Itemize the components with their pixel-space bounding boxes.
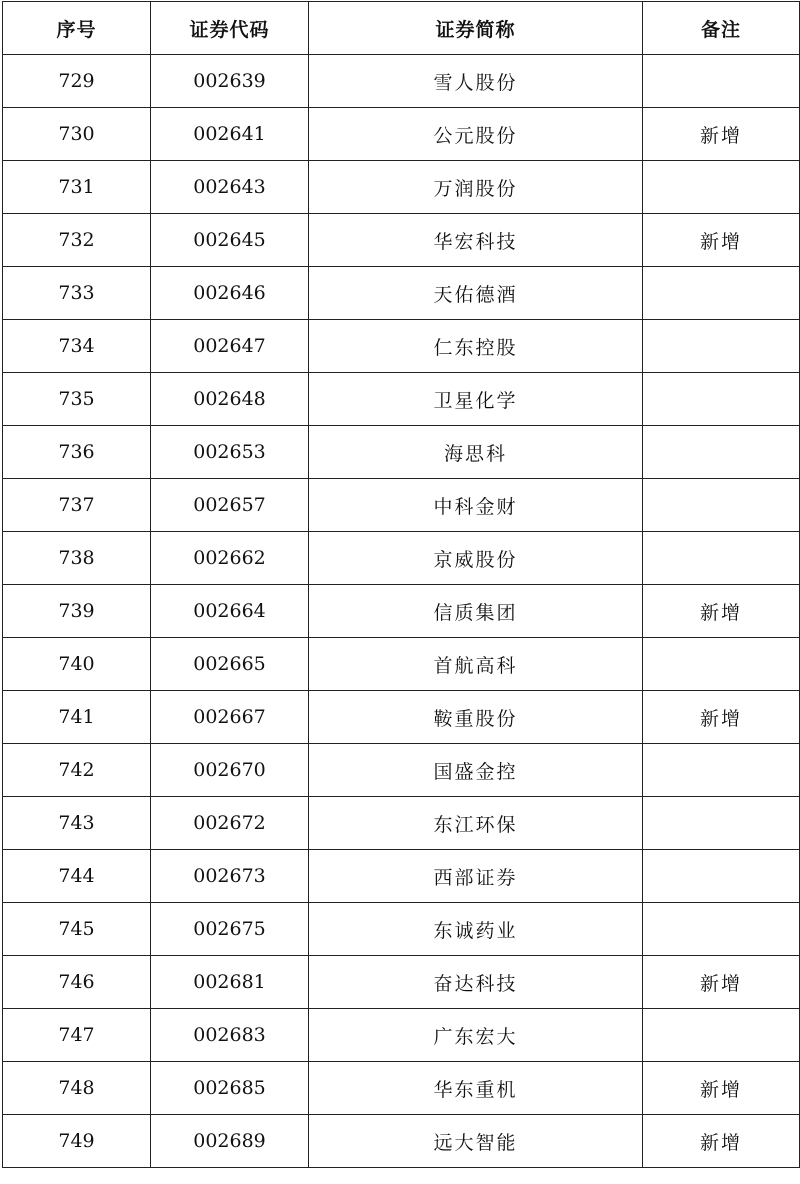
note-cell: 新增	[643, 585, 800, 638]
table-row	[3, 903, 800, 956]
name-cell: 华东重机	[309, 1062, 643, 1115]
name-cell: 海思科	[309, 426, 643, 479]
seq-cell: 742	[3, 744, 151, 797]
seq-cell: 736	[3, 426, 151, 479]
seq-cell: 730	[3, 108, 151, 161]
code-cell: 002667	[151, 691, 309, 744]
note-cell	[643, 638, 800, 691]
table-row	[3, 956, 800, 1009]
code-cell: 002689	[151, 1115, 309, 1168]
seq-cell: 740	[3, 638, 151, 691]
note-cell	[643, 903, 800, 956]
table-row	[3, 373, 800, 426]
name-cell: 东诚药业	[309, 903, 643, 956]
name-cell: 华宏科技	[309, 214, 643, 267]
note-cell	[643, 532, 800, 585]
name-cell: 天佑德酒	[309, 267, 643, 320]
note-cell: 新增	[643, 956, 800, 1009]
securities-table	[2, 1, 800, 1168]
note-cell: 新增	[643, 214, 800, 267]
code-cell: 002670	[151, 744, 309, 797]
seq-cell: 741	[3, 691, 151, 744]
code-cell: 002675	[151, 903, 309, 956]
code-cell: 002639	[151, 55, 309, 108]
seq-cell: 745	[3, 903, 151, 956]
table-row	[3, 585, 800, 638]
code-cell: 002662	[151, 532, 309, 585]
table-row	[3, 691, 800, 744]
header-code: 证券代码	[151, 2, 309, 55]
name-cell: 京威股份	[309, 532, 643, 585]
code-cell: 002657	[151, 479, 309, 532]
code-cell: 002643	[151, 161, 309, 214]
table-row	[3, 850, 800, 903]
table-row	[3, 108, 800, 161]
seq-cell: 747	[3, 1009, 151, 1062]
code-cell: 002673	[151, 850, 309, 903]
seq-cell: 744	[3, 850, 151, 903]
note-cell: 新增	[643, 1115, 800, 1168]
code-cell: 002685	[151, 1062, 309, 1115]
note-cell	[643, 320, 800, 373]
note-cell	[643, 850, 800, 903]
note-cell	[643, 479, 800, 532]
code-cell: 002653	[151, 426, 309, 479]
header-name: 证券简称	[309, 2, 643, 55]
code-cell: 002648	[151, 373, 309, 426]
table-header	[3, 2, 800, 55]
note-cell	[643, 426, 800, 479]
note-cell	[643, 267, 800, 320]
table-row	[3, 479, 800, 532]
table-body	[3, 55, 800, 1168]
table-row	[3, 797, 800, 850]
table-row	[3, 532, 800, 585]
name-cell: 卫星化学	[309, 373, 643, 426]
name-cell: 西部证券	[309, 850, 643, 903]
code-cell: 002664	[151, 585, 309, 638]
table-row	[3, 267, 800, 320]
table-row	[3, 320, 800, 373]
seq-cell: 732	[3, 214, 151, 267]
name-cell: 国盛金控	[309, 744, 643, 797]
seq-cell: 737	[3, 479, 151, 532]
name-cell: 东江环保	[309, 797, 643, 850]
table-row	[3, 426, 800, 479]
name-cell: 广东宏大	[309, 1009, 643, 1062]
seq-cell: 733	[3, 267, 151, 320]
code-cell: 002647	[151, 320, 309, 373]
header-note: 备注	[643, 2, 800, 55]
name-cell: 鞍重股份	[309, 691, 643, 744]
name-cell: 雪人股份	[309, 55, 643, 108]
code-cell: 002646	[151, 267, 309, 320]
note-cell	[643, 161, 800, 214]
note-cell	[643, 55, 800, 108]
note-cell	[643, 373, 800, 426]
name-cell: 中科金财	[309, 479, 643, 532]
name-cell: 首航高科	[309, 638, 643, 691]
name-cell: 仁东控股	[309, 320, 643, 373]
table-row	[3, 638, 800, 691]
table-row	[3, 1115, 800, 1168]
seq-cell: 738	[3, 532, 151, 585]
seq-cell: 729	[3, 55, 151, 108]
note-cell: 新增	[643, 691, 800, 744]
code-cell: 002641	[151, 108, 309, 161]
table-row	[3, 1062, 800, 1115]
name-cell: 万润股份	[309, 161, 643, 214]
name-cell: 奋达科技	[309, 956, 643, 1009]
note-cell	[643, 744, 800, 797]
note-cell: 新增	[643, 1062, 800, 1115]
name-cell: 信质集团	[309, 585, 643, 638]
seq-cell: 735	[3, 373, 151, 426]
table-row	[3, 55, 800, 108]
seq-cell: 734	[3, 320, 151, 373]
note-cell	[643, 797, 800, 850]
code-cell: 002672	[151, 797, 309, 850]
note-cell: 新增	[643, 108, 800, 161]
code-cell: 002665	[151, 638, 309, 691]
header-row	[3, 2, 800, 55]
seq-cell: 739	[3, 585, 151, 638]
seq-cell: 743	[3, 797, 151, 850]
code-cell: 002645	[151, 214, 309, 267]
table-row	[3, 214, 800, 267]
seq-cell: 748	[3, 1062, 151, 1115]
name-cell: 远大智能	[309, 1115, 643, 1168]
table-row	[3, 1009, 800, 1062]
note-cell	[643, 1009, 800, 1062]
seq-cell: 746	[3, 956, 151, 1009]
code-cell: 002681	[151, 956, 309, 1009]
table-row	[3, 161, 800, 214]
name-cell: 公元股份	[309, 108, 643, 161]
seq-cell: 731	[3, 161, 151, 214]
seq-cell: 749	[3, 1115, 151, 1168]
code-cell: 002683	[151, 1009, 309, 1062]
header-seq: 序号	[3, 2, 151, 55]
table-row	[3, 744, 800, 797]
